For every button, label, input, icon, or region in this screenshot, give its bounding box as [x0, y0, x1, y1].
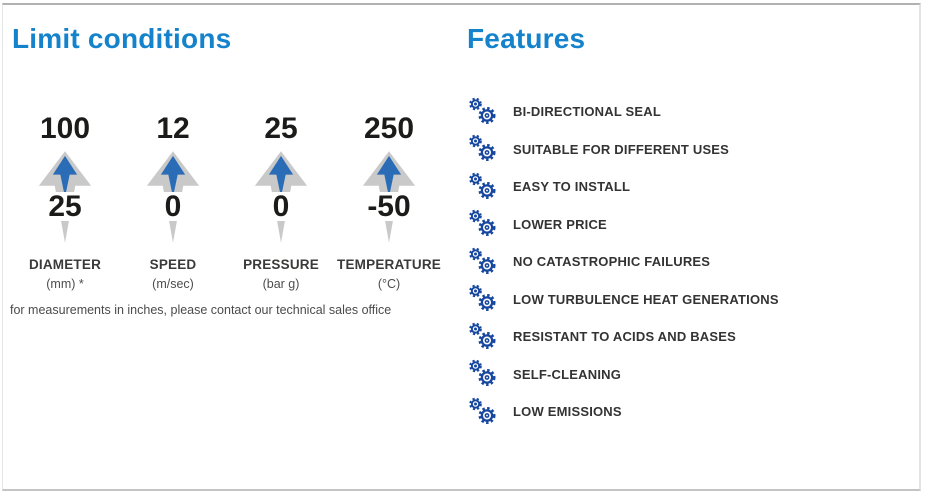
feature-item [466, 281, 916, 319]
gears-icon [466, 397, 500, 427]
limit-min-value: 0 [162, 192, 185, 221]
feature-item [466, 318, 916, 356]
small-gear [471, 136, 481, 146]
limit-arrow [253, 147, 309, 247]
inches-note: for measurements in inches, please contact our technical sales office [10, 303, 392, 317]
small-gear [471, 99, 481, 109]
limit-max-value: 100 [39, 112, 91, 145]
limit-label: SPEED [149, 257, 197, 272]
feature-item [466, 168, 916, 206]
limit-label: PRESSURE [243, 257, 319, 272]
gears-icon [466, 247, 500, 277]
feature-label: LOW TURBULENCE HEAT GENERATIONS [513, 291, 779, 307]
limit-arrow [361, 147, 417, 247]
feature-item [466, 356, 916, 394]
limit-max-value: 12 [156, 112, 190, 145]
feature-label: SELF-CLEANING [513, 366, 622, 382]
small-gear [471, 399, 481, 409]
limit-unit: (m/sec) [152, 277, 194, 291]
limit-gauge [11, 112, 119, 291]
limit-unit: (mm) * [46, 277, 84, 291]
gears-icon [466, 97, 500, 127]
feature-item [466, 243, 916, 281]
small-gear [471, 324, 481, 334]
limit-unit: (bar g) [262, 277, 300, 291]
limit-min-value: 25 [45, 192, 84, 221]
features-list [466, 93, 916, 431]
feature-label: LOWER PRICE [513, 216, 607, 232]
small-gear [471, 249, 481, 259]
small-gear [471, 174, 481, 184]
features-title: Features [467, 23, 586, 54]
feature-label: NO CATASTROPHIC FAILURES [513, 254, 711, 270]
gears-icon [466, 209, 500, 239]
small-gear [471, 211, 481, 221]
gears-icon [466, 359, 500, 389]
limit-gauge [119, 112, 227, 291]
limit-max-value: 250 [363, 112, 415, 145]
limit-conditions-title: Limit conditions [12, 23, 232, 54]
limit-label: DIAMETER [28, 257, 102, 272]
limit-gauges [11, 112, 445, 291]
small-gear [471, 286, 481, 296]
limit-max-value: 25 [264, 112, 298, 145]
feature-item [466, 93, 916, 131]
limit-min-value: 0 [270, 192, 293, 221]
feature-label: SUITABLE FOR DIFFERENT USES [513, 141, 730, 157]
gears-icon [466, 322, 500, 352]
limit-min-value: -50 [364, 192, 413, 221]
limit-gauge [335, 112, 443, 291]
feature-label: EASY TO INSTALL [513, 179, 631, 195]
gears-icon [466, 172, 500, 202]
feature-item [466, 393, 916, 431]
feature-label: RESISTANT TO ACIDS AND BASES [513, 329, 737, 345]
gears-icon [466, 134, 500, 164]
limit-unit: (°C) [377, 277, 401, 291]
feature-item [466, 206, 916, 244]
limit-arrow [37, 147, 93, 247]
limit-label: TEMPERATURE [337, 257, 441, 272]
limit-arrow [145, 147, 201, 247]
feature-item [466, 131, 916, 169]
feature-label: LOW EMISSIONS [513, 404, 622, 420]
feature-label: BI-DIRECTIONAL SEAL [513, 104, 662, 120]
gears-icon [466, 284, 500, 314]
small-gear [471, 361, 481, 371]
limit-gauge [227, 112, 335, 291]
